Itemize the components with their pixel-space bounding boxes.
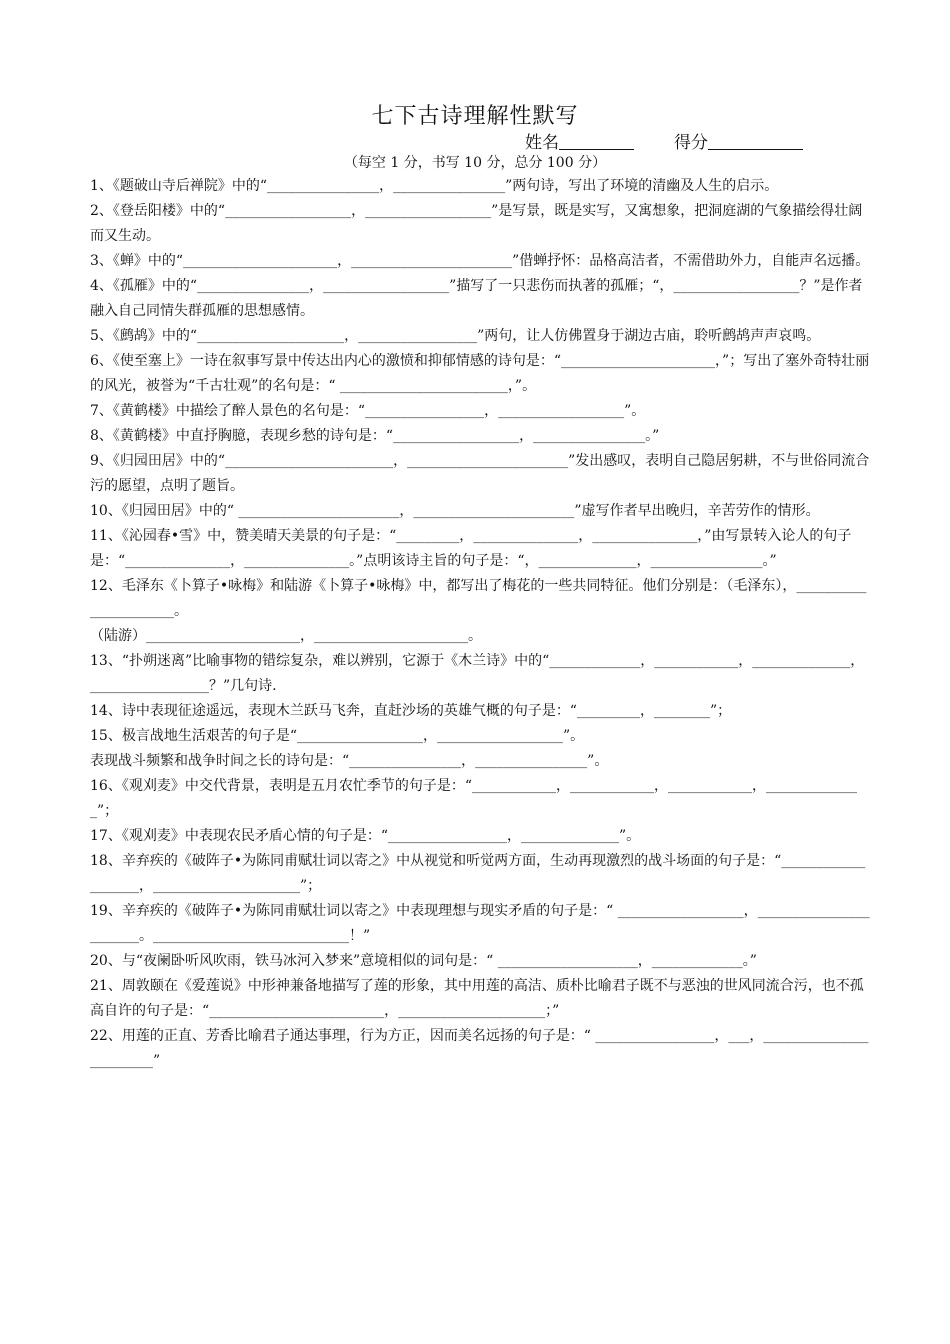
question-11: 11、《沁园春•雪》中，赞美晴天美景的句子是：“_________，_______________，_______________，”由写景转入论人的句子是：“_______________，_______________。”点明该诗主旨的句子是：“，______________，________________。” [90,528,852,569]
question-list [90,174,870,1074]
page-title: 七下古诗理解性默写 [371,104,579,129]
question-20: 20、与“夜阑卧听风吹雨，铁马冰河入梦来”意境相似的词句是：“ ____________________，_____________。” [90,953,757,969]
question-12-luyou: （陆游）______________________，______________________。 [90,628,482,644]
question-16: 16、《观刈麦》中交代背景，表明是五月农忙季节的句子是：“____________，____________，____________，______________”； [90,778,857,819]
question-18: 18、辛弃疾的《破阵子•为陈同甫赋壮词以寄之》中从视觉和听觉两方面，生动再现激烈的战斗场面的句子是：“___________________，_____________________”； [90,853,866,894]
question-1: 1、《题破山寺后禅院》中的“________________，________________”两句诗，写出了环境的清幽及人生的启示。 [90,178,779,194]
question-12: 12、毛泽东《卜算子•咏梅》和陆游《卜算子•咏梅》中，都写出了梅花的一些共同特征。他们分别是：（毛泽东），______________________。 [90,578,867,619]
question-7: 7、《黄鹤楼》中描绘了醉人景色的名句是：“_________________，__________________”。 [90,403,646,419]
name-score-bar [525,128,803,153]
question-8: 8、《黄鹤楼》中直抒胸臆，表现乡愁的诗句是：“__________________，________________。” [90,428,660,444]
question-15-part2: 表现战斗频繁和战争时间之长的诗句是：“________________，________________”。 [90,753,609,769]
question-19: 19、辛弃疾的《破阵子•为陈同甫赋壮词以寄之》中表现理想与现实矛盾的句子是：“ __________________，_______________________。____________________________！” [90,903,870,944]
question-22: 22、用莲的正直、芳香比喻君子通达事理，行为方正，因而美名远扬的句子是：“ _________________，___，________________________” [90,1028,869,1069]
question-13: 13、“扑朔迷离”比喻事物的错综复杂，难以辨别，它源于《木兰诗》中的“_____________，____________，______________，_________________？”几句诗. [90,653,865,694]
question-21: 21、周敦颐在《爱莲说》中形神兼备地描写了莲的形象，其中用莲的高洁、质朴比喻君子既不与恶浊的世风同流合污，也不孤高自许的句子是：“_________________________，_____________________；” [90,978,864,1019]
score-field[interactable] [708,133,803,150]
scoring-note: （每空 1 分，书写 10 分，总分 100 分） [343,155,607,171]
question-14: 14、诗中表现征途遥远，表现木兰跃马飞奔，直赶沙场的英雄气概的句子是：“_________，________”； [90,703,732,719]
question-5: 5、《鹧鸪》中的“_____________________，_________________”两句，让人仿佛置身于湖边古庙，聆听鹧鸪声声哀鸣。 [90,328,821,344]
score-label: 得分 [674,133,708,153]
question-6: 6、《使至塞上》一诗在叙事写景中传达出内心的激愤和抑郁情感的诗句是：“______________________，”；写出了塞外奇特壮丽的风光，被誉为“千古壮观”的名句是：“ ________________________，”。 [90,353,870,394]
name-field[interactable] [559,133,634,150]
question-3: 3、《蝉》中的“______________________，_______________________”借蝉抒怀：品格高洁者，不需借助外力，自能声名远播。 [90,253,870,269]
question-15: 15、极言战地生活艰苦的句子是“__________________，__________________”。 [90,728,585,744]
question-4: 4、《孤雁》中的“________________，__________________”描写了一只悲伤而执著的孤雁；“，__________________？”是作者融入自己同情失群孤雁的思想感情。 [90,278,863,319]
name-label: 姓名 [525,133,559,153]
question-17: 17、《观刈麦》中表现农民矛盾心情的句子是：“_________________，______________”。 [90,828,641,844]
question-10: 10、《归园田居》中的“ _______________________，_______________________”虚写作者早出晚归，辛苦劳作的情形。 [90,503,820,519]
question-9: 9、《归园田居》中的“________________________，_______________________”发出感叹，表明自己隐居躬耕，不与世俗同流合污的愿望，点明了题旨。 [90,453,870,494]
question-2: 2、《登岳阳楼》中的“__________________，__________________”是写景，既是实写，又寓想象，把洞庭湖的气象描绘得壮阔而又生动。 [90,203,863,244]
